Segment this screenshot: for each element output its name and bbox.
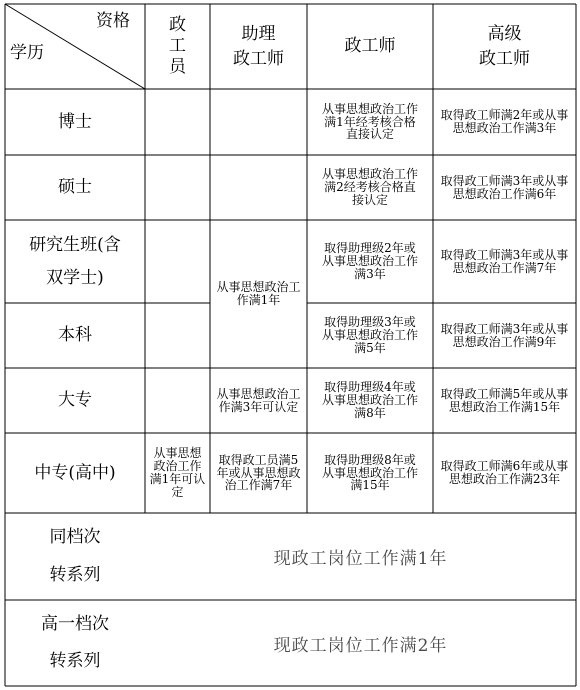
corner-bottom-label: 学历	[10, 42, 44, 63]
cell-bachelor-senior: 取得政工师满3年或从事思想政治工作满9年	[440, 321, 569, 349]
cell-technical-school-senior: 取得政工师满6年或从事思想政治工作满23年	[440, 459, 569, 486]
cell-graduate-bachelor-assistant: 从事思想政治工作满1年	[216, 280, 301, 307]
cell-doctorate-senior: 取得政工师满2年或从事思想政治工作满3年	[440, 108, 569, 135]
header-senior-political-engineer: 高级 政工师	[479, 23, 530, 69]
cell-technical-school-assistant: 取得政工员满5年或从事思想政治工作满7年	[216, 452, 301, 493]
row-label-masters: 硕士	[58, 177, 92, 198]
row-label-junior-college: 大专	[58, 390, 92, 411]
corner-header-education	[10, 40, 80, 66]
cell-masters-senior: 取得政工师满3年或从事思想政治工作满6年	[440, 173, 569, 201]
row-label-doctorate: 博士	[58, 111, 92, 132]
cell-masters-political-engineer: 从事思想政治工作满2经考核合格直接认定	[321, 167, 418, 207]
cell-technical-school-political-engineer: 取得助理级8年或从事思想政治工作满15年	[321, 452, 418, 493]
cell-junior-college-assistant: 从事思想政治工作满3年可认定	[216, 386, 301, 414]
cell-junior-college-political-engineer: 取得助理级4年或从事思想政治工作满8年	[321, 380, 418, 420]
cell-junior-college-senior: 取得政工师满5年或从事思想政治工作满15年	[440, 386, 569, 414]
corner-header-qualification	[50, 8, 130, 34]
row-label-same-level-transfer: 同档次 转系列	[49, 527, 101, 585]
cell-same-level-transfer-requirement: 现政工岗位工作满1年	[273, 549, 448, 569]
cell-graduate-class-political-engineer: 取得助理级2年或从事思想政治工作满3年	[321, 241, 418, 281]
header-assistant-political-engineer: 助理 政工师	[233, 23, 284, 69]
cell-graduate-class-senior: 取得政工师满3年或从事思想政治工作满7年	[440, 247, 569, 275]
cell-bachelor-political-engineer: 取得助理级3年或从事思想政治工作满5年	[321, 315, 418, 355]
row-label-bachelor: 本科	[58, 325, 92, 346]
cell-higher-level-transfer-requirement: 现政工岗位工作满2年	[273, 635, 448, 656]
header-political-engineer: 政工师	[344, 36, 396, 57]
cell-doctorate-political-engineer: 从事思想政治工作满1年经考核合格直接认定	[321, 101, 418, 142]
row-label-technical-school: 中专(高中)	[34, 462, 116, 483]
corner-top-label: 资格	[96, 10, 130, 31]
row-label-higher-level-transfer: 高一档次 转系列	[41, 613, 109, 671]
row-label-graduate-class: 研究生班(含 双学士)	[29, 235, 121, 288]
cell-technical-school-staff: 从事思想政治工作满1年可认定	[149, 446, 206, 499]
header-zhenggongyuan: 政 工 员	[169, 14, 186, 78]
